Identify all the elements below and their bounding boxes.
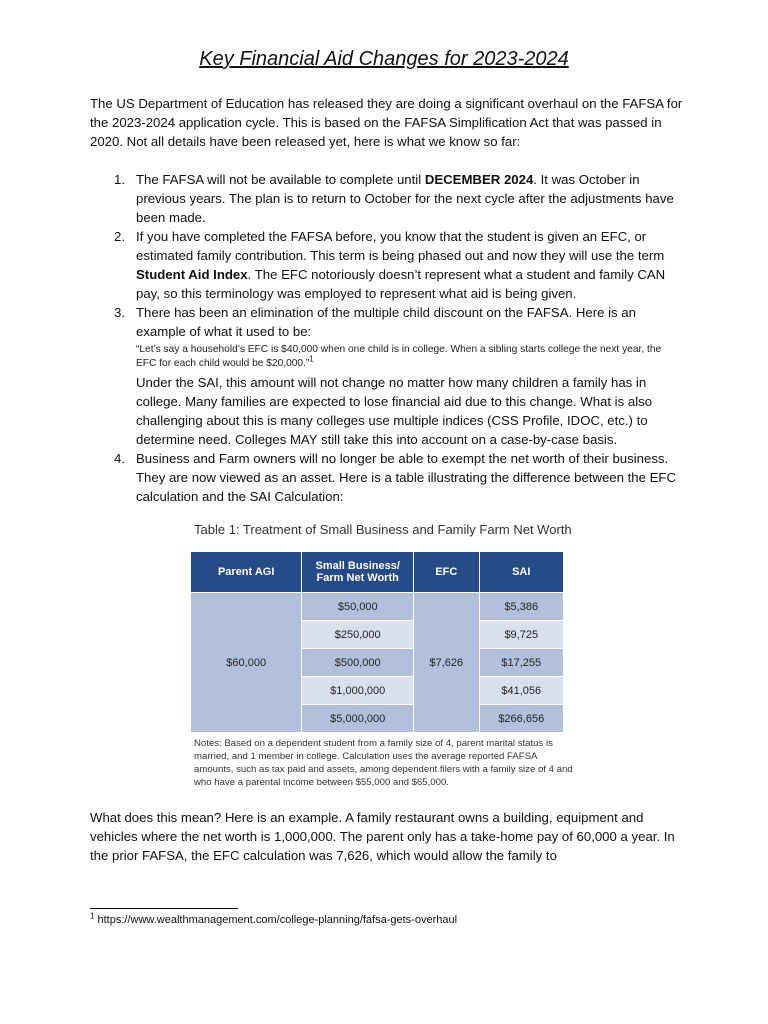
cell-net-worth: $5,000,000: [302, 705, 414, 733]
footnote-divider: [90, 908, 238, 909]
footnote: [90, 911, 458, 926]
cell-parent-agi: $60,000: [191, 593, 302, 733]
cell-net-worth: $250,000: [302, 621, 414, 649]
cell-net-worth: $500,000: [302, 649, 414, 677]
cell-net-worth: $1,000,000: [302, 677, 414, 705]
net-worth-table: [190, 551, 564, 733]
cell-sai: $41,056: [479, 677, 563, 705]
table-row: [191, 593, 564, 621]
list-item: [90, 227, 680, 303]
cell-sai: $266,656: [479, 705, 563, 733]
net-worth-table-figure: [190, 522, 576, 789]
list-text: The FAFSA will not be available to complete until: [136, 172, 425, 187]
intro-paragraph: The US Department of Education has released they are doing a significant overhaul on the FAFSA for the 2023-2024 application cycle. This is based on the FAFSA Simplification Act that was passed in 2020. Not all details have been released yet, here is what we know so far:: [90, 96, 683, 149]
list-text: Business and Farm owners will no longer be able to exempt the net worth of their business. They are now viewed as an asset. Here is a table illustrating the difference between the EFC calculation and the SAI Calculation:: [136, 451, 677, 504]
list-text: . It was October in previous years. The plan is to return to October for the next cycle after the adjustments have been made.: [136, 172, 674, 225]
header-parent-agi: Parent AGI: [191, 552, 302, 593]
list-item: [90, 303, 680, 449]
header-efc: EFC: [414, 552, 479, 593]
list-emphasis: DECEMBER 2024: [424, 172, 534, 187]
quote: [136, 343, 680, 371]
footnote-mark: 1: [90, 911, 95, 921]
cell-sai: $9,725: [479, 621, 563, 649]
header-sai: SAI: [479, 552, 563, 593]
footnote-ref: 1: [309, 354, 314, 364]
cell-efc: $7,626: [414, 593, 479, 733]
list-text: . The EFC notoriously doesn’t represent what a student and family CAN pay, so this terminology was employed to represent what aid is being given.: [136, 267, 666, 301]
cell-net-worth: $50,000: [302, 593, 414, 621]
list-text: There has been an elimination of the multiple child discount on the FAFSA. Here is an example of what it used to be:: [136, 305, 636, 339]
table-notes: Notes: Based on a dependent student from a family size of 4, parent marital status is married, and 1 member in college. Calculation uses the average reported FAFSA amounts, such as tax paid and assets, among dependent filers with a family size of 4 and who have a parental income between $55,000 and $65,000.: [194, 738, 573, 788]
table-title: Table 1: Treatment of Small Business and Family Farm Net Worth: [194, 522, 572, 537]
list-text: Under the SAI, this amount will not change no matter how many children a family has in college. Many families are expected to lose financial aid due to this change. What is also challenging about this is many colleges use multiple indices (CSS Profile, IDOC, etc.) to determine need. Colleges MAY still take this into account on a case-by-case basis.: [136, 375, 653, 447]
quote-text: “Let’s say a household’s EFC is $40,000 when one child is in college. When a sibling starts college the next year, the EFC for each child would be $20,000.”: [136, 344, 662, 369]
list-number: 1.: [114, 172, 125, 187]
example-paragraph: What does this mean? Here is an example. A family restaurant owns a building, equipment and vehicles where the net worth is 1,000,000. The parent only has a take-home pay of 60,000 a year. In the prior FAFSA, the EFC calculation was 7,626, which would allow the family to: [90, 810, 675, 863]
footnote-link[interactable]: https://www.wealthmanagement.com/college-planning/fafsa-gets-overhaul: [94, 914, 458, 926]
list-number: 4.: [114, 451, 125, 466]
list-number: 2.: [114, 229, 125, 244]
changes-list: [90, 170, 680, 506]
cell-sai: $17,255: [479, 649, 563, 677]
list-number: 3.: [114, 305, 125, 320]
list-emphasis: Student Aid Index: [136, 267, 248, 282]
header-net-worth: Small Business/ Farm Net Worth: [302, 552, 414, 593]
list-item: [90, 449, 680, 506]
table-header-row: [191, 552, 564, 593]
page-title: Key Financial Aid Changes for 2023-2024: [199, 48, 569, 70]
cell-sai: $5,386: [479, 593, 563, 621]
list-text: If you have completed the FAFSA before, you know that the student is given an EFC, or estimated family contribution. This term is being phased out and now they will use the term: [136, 229, 665, 263]
list-item: [90, 170, 680, 227]
